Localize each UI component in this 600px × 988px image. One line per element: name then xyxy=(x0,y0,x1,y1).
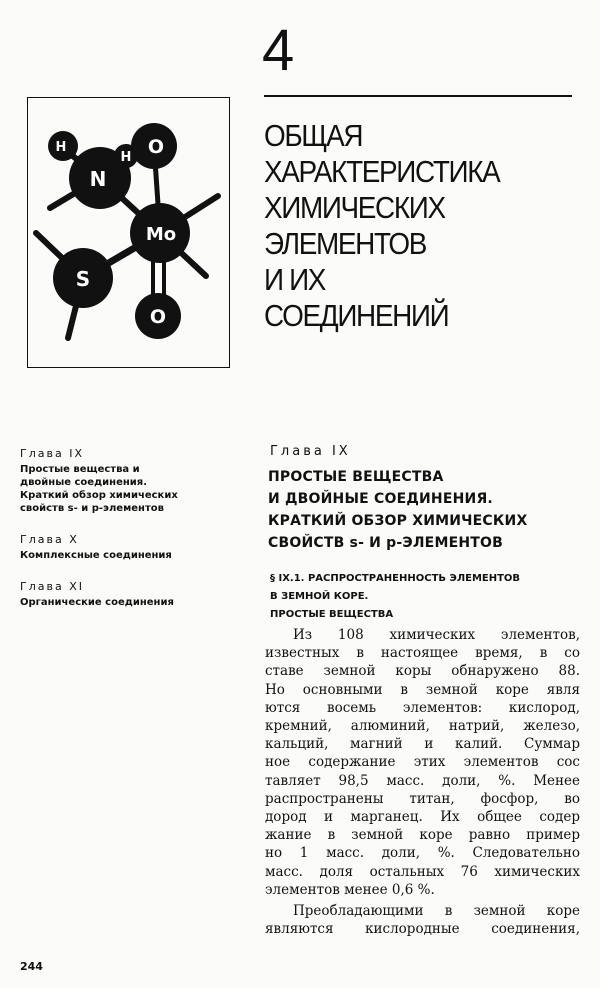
contents-chapter-head: Глава XI xyxy=(20,580,84,593)
molecule-figure xyxy=(27,97,230,368)
part-divider-rule xyxy=(264,95,572,97)
body-line: являются кислородные соединения, xyxy=(265,921,580,938)
contents-chapter-title-line: двойные соединения. xyxy=(20,477,147,488)
body-line: жание в земной коре равно пример xyxy=(265,827,580,844)
atom-label: O xyxy=(149,306,167,328)
part-title xyxy=(264,118,561,334)
chapter-title-line: И ДВОЙНЫЕ СОЕДИНЕНИЯ. xyxy=(268,491,493,507)
body-line: распространены титан, фосфор, во xyxy=(265,790,580,807)
chapter-title xyxy=(268,466,588,554)
body-line: Но основными в земной коре явля xyxy=(265,681,580,698)
atom-label: Mo xyxy=(145,224,177,245)
contents-chapter-title-line: Простые вещества и xyxy=(20,464,140,475)
contents-entry xyxy=(20,533,235,562)
contents-chapter-title-line: свойств s- и p-элементов xyxy=(20,503,164,514)
contents-chapter-title-line: Комплексные соединения xyxy=(20,550,172,561)
section-heading-line: § IX.1. РАСПРОСТРАНЕННОСТЬ ЭЛЕМЕНТОВ xyxy=(270,573,521,584)
contents-entry xyxy=(20,580,235,609)
part-title-line: СОЕДИНЕНИЙ xyxy=(264,298,449,333)
atom-label: H xyxy=(120,150,132,165)
part-title-line: ОБЩАЯ xyxy=(264,118,363,153)
atom-label: H xyxy=(55,140,67,155)
page-number: 244 xyxy=(20,960,43,973)
body-line: Преобладающими в земной коре xyxy=(293,903,580,920)
body-line: дород и марганец. Их общее содер xyxy=(265,809,580,826)
section-heading xyxy=(270,570,590,624)
chapter-title-line: СВОЙСТВ s- И p-ЭЛЕМЕНТОВ xyxy=(268,535,503,551)
part-number: 4 xyxy=(262,18,294,83)
contents-chapter-title xyxy=(20,549,235,562)
body-line: тавляет 98,5 масс. доли, %. Менее xyxy=(265,772,580,789)
contents-entry xyxy=(20,447,235,515)
chapter-title-line: КРАТКИЙ ОБЗОР ХИМИЧЕСКИХ xyxy=(268,513,528,529)
contents-chapter-title xyxy=(20,463,235,515)
part-title-line: ХАРАКТЕРИСТИКА xyxy=(264,154,500,189)
contents-chapter-title-line: Органические соединения xyxy=(20,597,174,608)
atom-label: S xyxy=(75,267,91,291)
chapter-head: Глава IX xyxy=(270,444,351,459)
atom-label: N xyxy=(89,167,107,191)
atom-label: O xyxy=(147,136,165,158)
body-line: элементов менее 0,6 %. xyxy=(265,881,435,898)
section-heading-line: В ЗЕМНОЙ КОРЕ. xyxy=(270,591,369,602)
body-line: но 1 масс. доли, %. Следовательно xyxy=(265,845,580,862)
chapter-title-line: ПРОСТЫЕ ВЕЩЕСТВА xyxy=(268,469,444,485)
part-contents-list xyxy=(20,447,235,627)
contents-chapter-head: Глава IX xyxy=(20,447,84,460)
section-heading-line: ПРОСТЫЕ ВЕЩЕСТВА xyxy=(270,609,394,620)
body-line: ное содержание этих элементов сос xyxy=(265,754,580,771)
body-line: масс. доля остальных 76 химических xyxy=(265,863,580,880)
body-line: Из 108 химических элементов, xyxy=(293,627,580,643)
molecule-diagram xyxy=(28,98,228,366)
body-line: кальций, магний и калий. Суммар xyxy=(265,736,580,753)
part-title-line: И ИХ xyxy=(264,262,326,297)
part-title-line: ХИМИЧЕСКИХ xyxy=(264,190,445,225)
contents-chapter-title xyxy=(20,596,235,609)
part-title-line: ЭЛЕМЕНТОВ xyxy=(264,226,426,261)
body-line: ются восемь элементов: кислород, xyxy=(265,699,580,716)
contents-chapter-title-line: Краткий обзор химических xyxy=(20,490,178,501)
contents-chapter-head: Глава X xyxy=(20,533,79,546)
body-line: известных в настоящее время, в со xyxy=(265,645,580,662)
body-line: ставе земной коры обнаружено 88. xyxy=(265,663,580,680)
body-line: кремний, алюминий, натрий, железо, xyxy=(265,718,580,735)
body-text xyxy=(265,626,580,938)
